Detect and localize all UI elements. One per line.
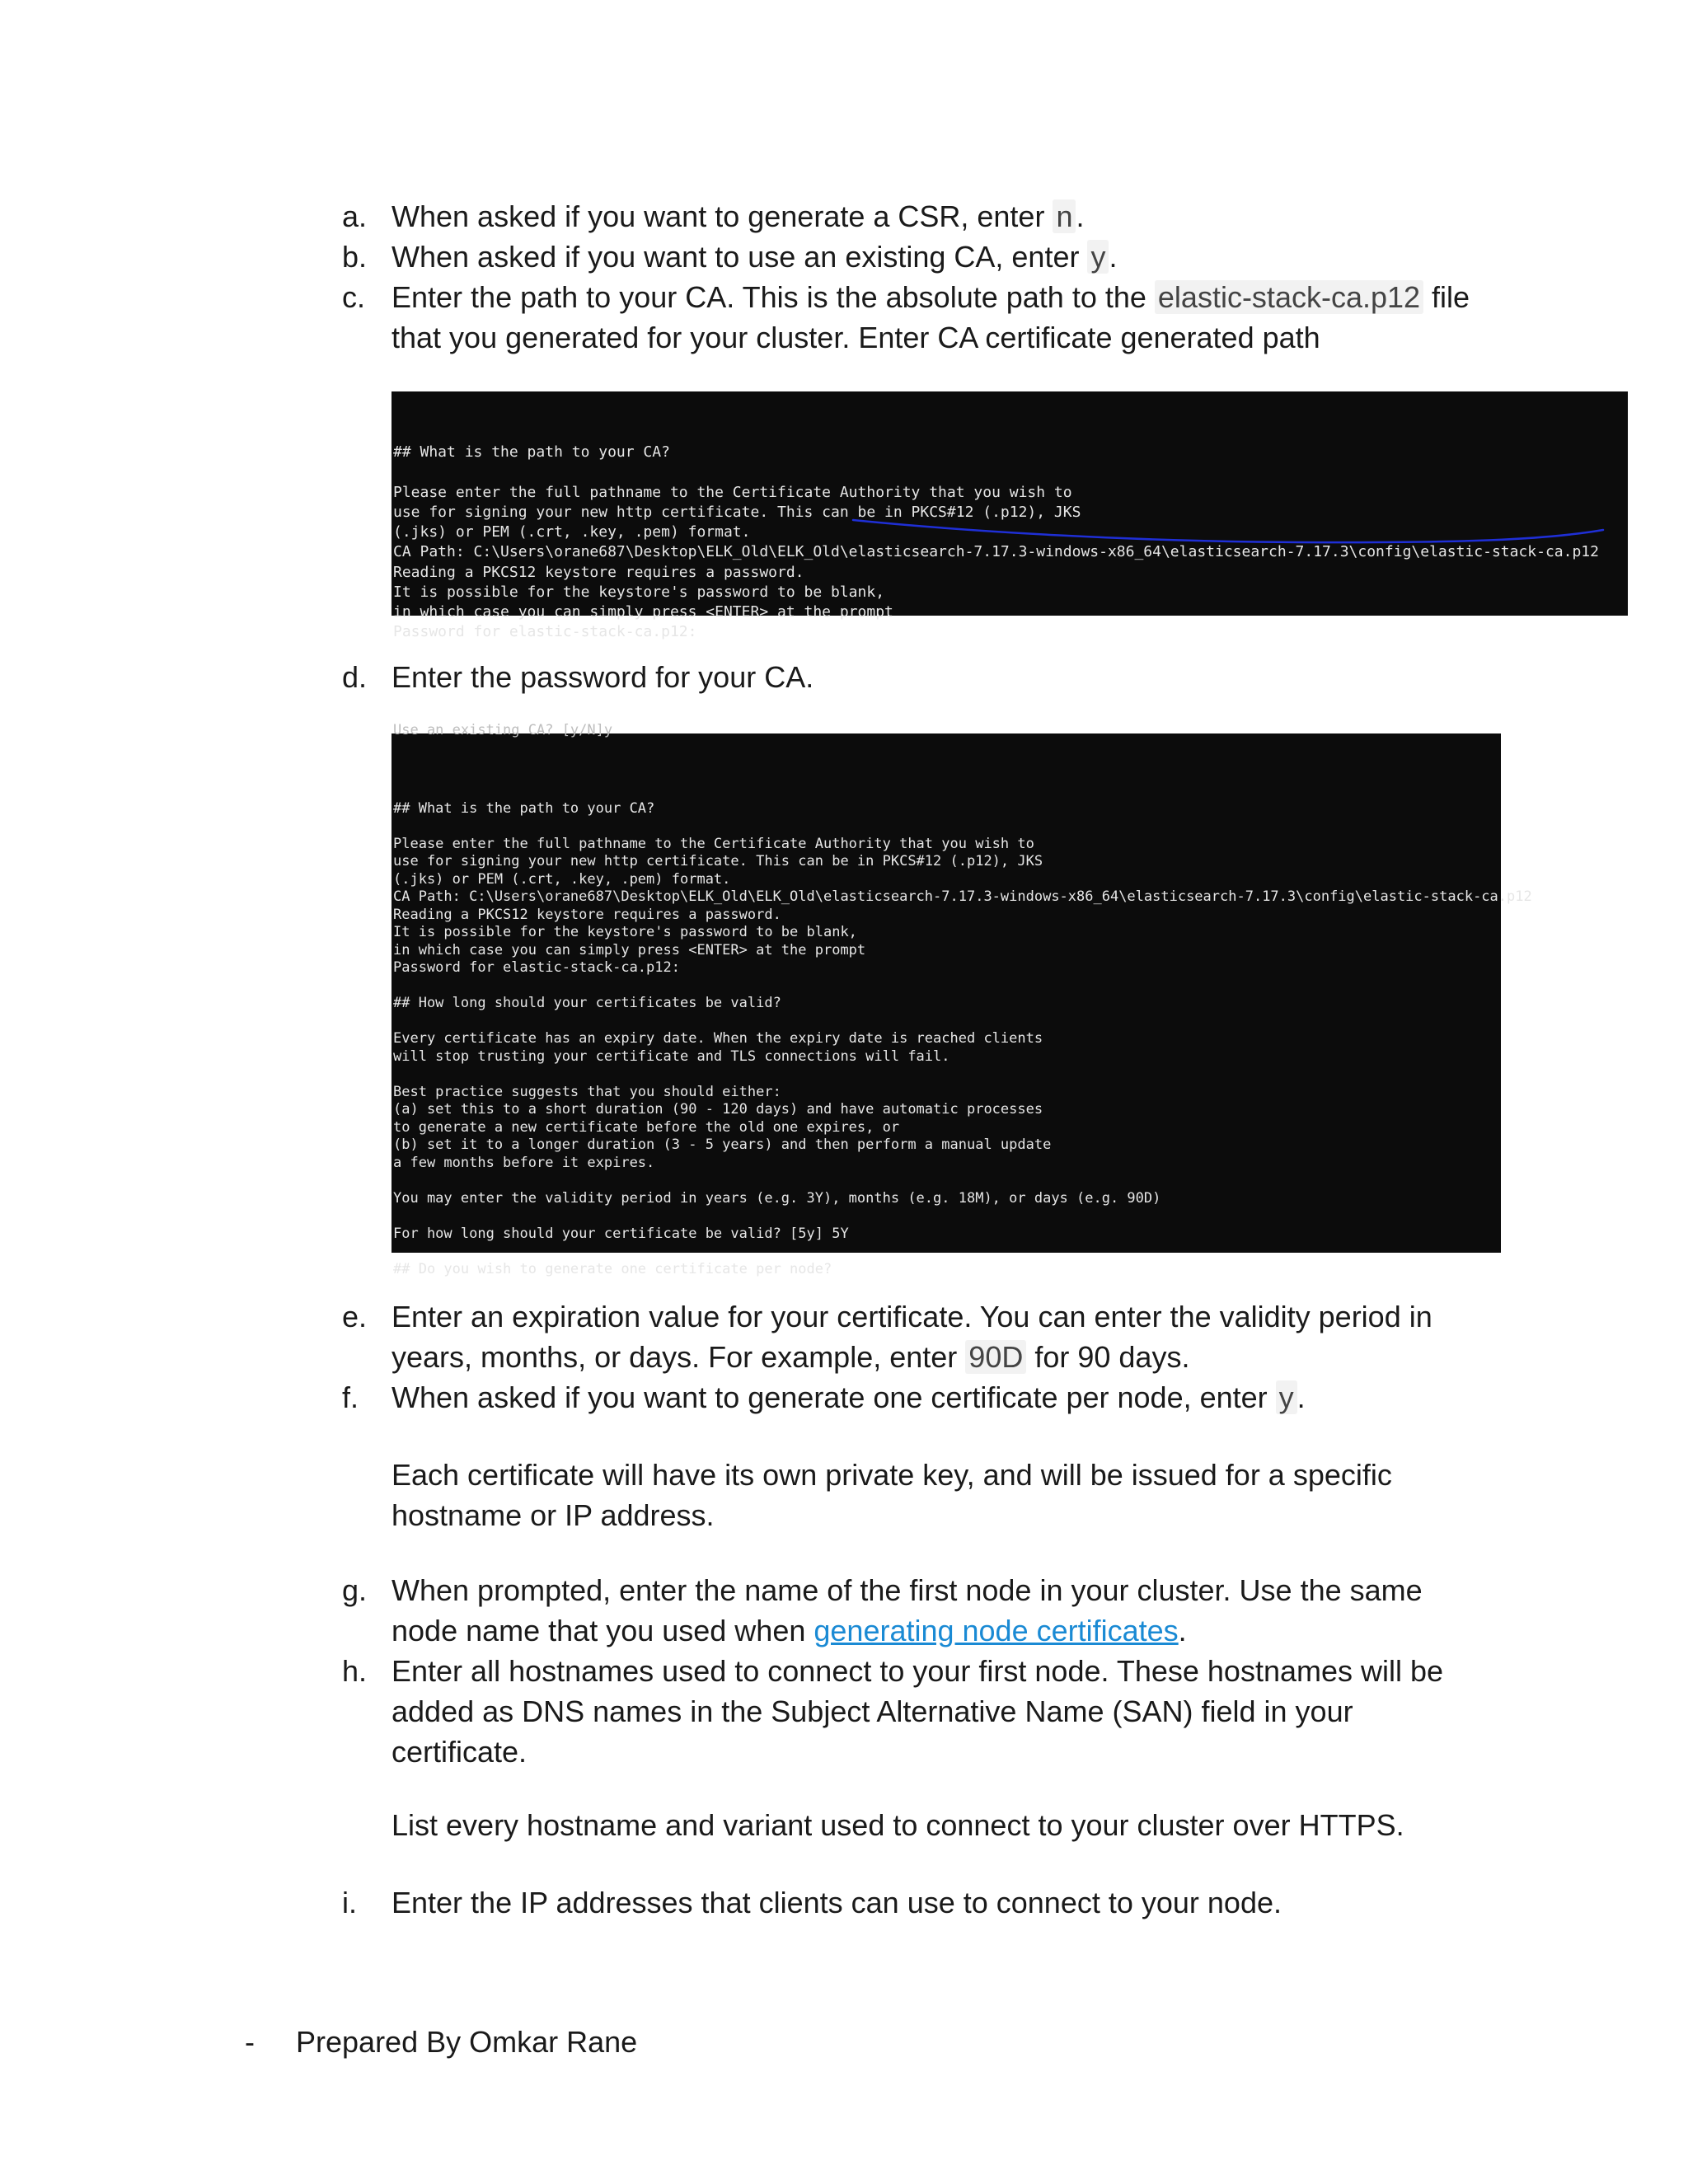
step-text-end: . <box>1296 1380 1306 1414</box>
terminal-line: Reading a PKCS12 keystore requires a password. <box>393 563 804 581</box>
step-text-end: . <box>1076 199 1085 233</box>
terminal-screenshot-validity <box>392 722 1532 1277</box>
terminal-line <box>393 1243 1501 1261</box>
terminal-line: It is possible for the keystore's password to be blank, <box>393 924 857 940</box>
terminal-line: Password for elastic-stack-ca.p12: <box>393 623 697 641</box>
terminal-screenshot-ca-path <box>392 391 1628 641</box>
step-text-end: . <box>1109 240 1118 274</box>
step-marker: h. <box>342 1654 368 1688</box>
step-text: Enter the IP addresses that clients can use to connect to your node. <box>392 1886 1282 1919</box>
terminal-line <box>393 463 1628 483</box>
step-text-end: for 90 days. <box>1026 1340 1190 1374</box>
step-text: When asked if you want to use an existing CA, enter <box>392 240 1088 274</box>
step-marker: i. <box>342 1886 357 1919</box>
step-marker: f. <box>342 1380 359 1414</box>
step-marker: g. <box>342 1573 368 1607</box>
terminal-output <box>393 799 1532 1279</box>
inline-code: y <box>1087 240 1109 274</box>
terminal-line: ## How long should your certificates be valid? <box>393 995 781 1011</box>
terminal-line: For how long should your certificate be valid? [5y] 5Y <box>393 1225 849 1242</box>
terminal-line: (.jks) or PEM (.crt, .key, .pem) format. <box>393 870 731 888</box>
terminal-line: ## What is the path to your CA? <box>393 799 655 817</box>
terminal-line: in which case you can simply press <ENTER> at the prompt <box>393 603 893 621</box>
terminal-line: (b) set it to a longer duration (3 - 5 years) and then perform a manual update <box>393 1137 1052 1153</box>
step-text: Enter the path to your CA. This is the absolute path to the <box>392 280 1155 314</box>
inline-code: y <box>1276 1380 1297 1414</box>
step-text-end: file that you generated for your cluster. Enter CA certificate generated path <box>392 280 1470 354</box>
terminal-line: Password for elastic-stack-ca.p12: <box>393 959 680 976</box>
terminal-line: Reading a PKCS12 keystore requires a password. <box>393 906 781 923</box>
terminal-line: (.jks) or PEM (.crt, .key, .pem) format. <box>393 523 751 541</box>
footer-dash: - <box>245 2025 255 2059</box>
terminal-line: will stop trusting your certificate and TLS connections will fail. <box>393 1047 950 1065</box>
step-text: Enter an expiration value for your certificate. You can enter the validity period in years, months, or days. For example, enter <box>392 1300 1432 1374</box>
step-h-note: List every hostname and variant used to connect to your cluster over HTTPS. <box>392 1808 1404 1842</box>
terminal-line: to generate a new certificate before the old one expires, or <box>393 1118 900 1136</box>
terminal-line <box>393 1172 1501 1190</box>
step-marker: d. <box>342 660 368 694</box>
terminal-line: use for signing your new http certificate. This can be in PKCS#12 (.p12), JKS <box>393 853 1043 869</box>
terminal-line: Best practice suggests that you should either: <box>393 1083 781 1100</box>
step-text-end: . <box>1178 1614 1187 1647</box>
step-text: Enter the password for your CA. <box>392 660 814 694</box>
footer-author: Prepared By Omkar Rane <box>296 2025 638 2059</box>
terminal-line: ## Do you wish to generate one certificate per node? <box>393 1260 832 1277</box>
inline-code: elastic-stack-ca.p12 <box>1155 280 1423 314</box>
terminal-line <box>393 818 1501 836</box>
terminal-line: It is possible for the keystore's password to be blank, <box>393 583 885 601</box>
step-marker: e. <box>342 1300 368 1333</box>
step-marker: b. <box>342 240 368 274</box>
terminal-line: in which case you can simply press <ENTER> at the prompt <box>393 941 866 958</box>
step-marker: a. <box>342 199 368 233</box>
terminal-line: You may enter the validity period in years (e.g. 3Y), months (e.g. 18M), or days (e.g. 90D) <box>393 1189 1161 1207</box>
terminal-cut-line: Use an existing CA? [y/N]y <box>393 722 613 738</box>
step-text: When prompted, enter the name of the first node in your cluster. Use the same node name that you used when <box>392 1573 1423 1647</box>
step-text: Enter all hostnames used to connect to your first node. These hostnames will be added as DNS names in the Subject Alternative Name (SAN) field in your certificate. <box>392 1654 1444 1769</box>
terminal-line: ## What is the path to your CA? <box>393 443 670 462</box>
terminal-line <box>393 1066 1501 1084</box>
inline-code: 90D <box>965 1340 1026 1374</box>
terminal-line: a few months before it expires. <box>393 1154 655 1171</box>
terminal-line: Please enter the full pathname to the Certificate Authority that you wish to <box>393 835 1034 852</box>
terminal-line <box>393 1013 1501 1031</box>
terminal-line: (a) set this to a short duration (90 - 120 days) and have automatic processes <box>393 1101 1043 1118</box>
terminal-line: CA Path: C:\Users\orane687\Desktop\ELK_Old\ELK_Old\elasticsearch-7.17.3-windows-x86_64\elasticsearch-7.17.3\config\elastic-stack-ca.p12 <box>393 543 1599 561</box>
step-f-note: Each certificate will have its own private key, and will be issued for a specific hostname or IP address. <box>392 1458 1392 1532</box>
terminal-line: use for signing your new http certificate. This can be in PKCS#12 (.p12), JKS <box>393 504 1081 522</box>
step-text: When asked if you want to generate a CSR, enter <box>392 199 1053 233</box>
terminal-line: CA Path: C:\Users\orane687\Desktop\ELK_Old\ELK_Old\elasticsearch-7.17.3-windows-x86_64\elasticsearch-7.17.3\config\elastic-stack-ca.p12 <box>393 888 1532 905</box>
terminal-line: Every certificate has an expiry date. When the expiry date is reached clients <box>393 1030 1043 1047</box>
terminal-line <box>393 977 1501 996</box>
terminal-output <box>393 443 1628 642</box>
generating-node-certificates-link[interactable]: generating node certificates <box>814 1614 1179 1647</box>
terminal-line <box>393 1207 1501 1226</box>
step-marker: c. <box>342 280 366 314</box>
inline-code: n <box>1053 199 1076 233</box>
step-text: When asked if you want to generate one certificate per node, enter <box>392 1380 1276 1414</box>
terminal-line: Please enter the full pathname to the Certificate Authority that you wish to <box>393 483 1072 501</box>
